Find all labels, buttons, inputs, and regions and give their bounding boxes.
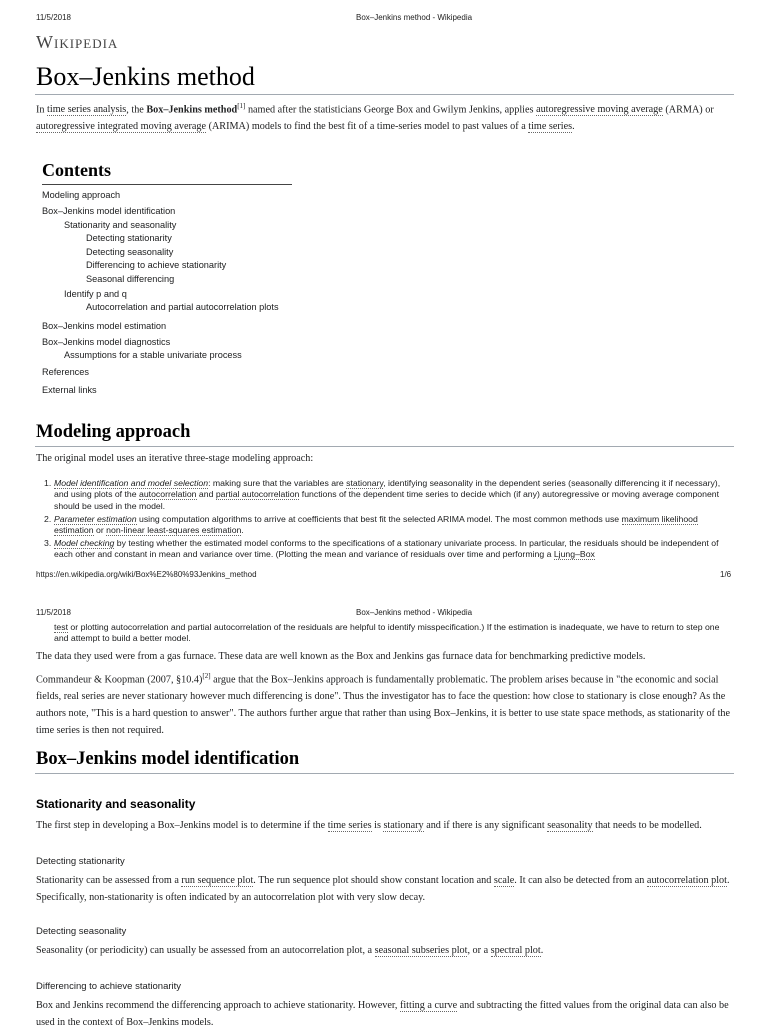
citation-1[interactable]: [1]: [237, 102, 246, 110]
link-spectral-plot[interactable]: spectral plot: [490, 945, 541, 956]
link-model-checking[interactable]: Model checking: [54, 538, 115, 548]
commandeur-paragraph: Commandeur & Koopman (2007, §10.4)[2] argue that the Box–Jenkins approach is fundamentally problematic. The problem arises because in "the economic and social fields, real series are never stationary however much differencing is done". Thus the investigator has to face the question: how close to stationary is close enough? As the authors note, "This is a hard question to answer". The authors further argue that rather than using Box–Jenkins, it is better to use state space methods, as stationarity of the time series is then not required.: [36, 672, 731, 737]
page-break: [0, 562, 768, 617]
link-autocorrelation-plot[interactable]: autocorrelation plot: [646, 875, 727, 886]
heading-model-identification: Box–Jenkins model identification: [36, 749, 300, 769]
gas-furnace-paragraph: The data they used were from a gas furnace. These data are well known as the Box and Jenkins gas furnace data for benchmarking predictive models.: [36, 651, 646, 662]
toc-item[interactable]: References: [42, 367, 89, 377]
toc-item[interactable]: Modeling approach: [42, 190, 121, 200]
toc-item[interactable]: Box–Jenkins model identification: [42, 206, 176, 216]
heading-rule: [35, 773, 734, 774]
link-fitting-a-curve[interactable]: fitting a curve: [399, 1000, 458, 1011]
list-item: 1. Model identification and model selection: making sure that the variables are stationary, identifying seasonality in the dependent series (seasonally differencing it if necessary), and using plots of the autocorrelation and partial autocorrelation functions of the dependent time series to decide which (if any) autoregressive or moving average component should be used in the model.: [44, 478, 721, 511]
toc-item[interactable]: Differencing to achieve stationarity: [86, 260, 227, 270]
page-title: Box–Jenkins method: [36, 62, 255, 91]
link-partial-autocorrelation[interactable]: partial autocorrelation: [215, 489, 300, 500]
link-parameter-estimation[interactable]: Parameter estimation: [54, 514, 137, 524]
bold-term: Box–Jenkins method: [146, 104, 238, 116]
heading-stationarity-seasonality: Stationarity and seasonality: [36, 797, 196, 811]
link-seasonal-subseries-plot[interactable]: seasonal subseries plot: [374, 945, 468, 956]
link-maximum-likelihood[interactable]: maximum likelihood estimation: [54, 514, 698, 536]
link-run-sequence-plot[interactable]: run sequence plot: [181, 875, 254, 886]
wikipedia-logo[interactable]: Wikipedia: [36, 32, 119, 52]
toc-title: Contents: [42, 160, 112, 180]
toc-item[interactable]: Box–Jenkins model estimation: [42, 321, 167, 331]
toc-item[interactable]: Autocorrelation and partial autocorrelation plots: [86, 302, 279, 312]
heading-modeling-approach: Modeling approach: [36, 422, 191, 442]
toc-item[interactable]: Stationarity and seasonality: [64, 220, 177, 230]
list-item: 2. Parameter estimation using computation algorithms to arrive at coefficients that best fit the selected ARIMA model. The most common methods use maximum likelihood estimation or non-linear least-squares estimation.: [44, 514, 698, 536]
toc-item[interactable]: Detecting stationarity: [86, 233, 172, 243]
toc-item[interactable]: Detecting seasonality: [86, 247, 174, 257]
intro-paragraph: In time series analysis, the Box–Jenkins method[1] named after the statisticians George Box and Gwilym Jenkins, applies autoregressive moving average (ARMA) or autoregressive integrated moving average (ARIMA) models to find the best fit of a time-series model to past values of a time series.: [36, 102, 714, 133]
link-scale[interactable]: scale: [493, 875, 515, 886]
page-number: 1/6: [720, 570, 732, 579]
link-time-series[interactable]: time series: [528, 121, 573, 133]
link-stationary[interactable]: stationary: [383, 820, 424, 831]
differencing-paragraph: Box and Jenkins recommend the differencing approach to achieve stationarity. However, fitting a curve and subtracting the fitted values from the original data can also be used in the context of Box–Jenkins models.: [36, 1000, 729, 1028]
link-autocorrelation[interactable]: autocorrelation: [139, 489, 197, 500]
link-time-series-analysis[interactable]: time series analysis: [47, 104, 127, 116]
modeling-intro: The original model uses an iterative three-stage modeling approach:: [36, 453, 314, 464]
link-arma[interactable]: autoregressive moving average: [536, 104, 663, 116]
link-model-identification[interactable]: Model identification and model selection: [54, 478, 209, 488]
heading-detecting-stationarity: Detecting stationarity: [36, 856, 125, 867]
print-date: 11/5/2018: [36, 608, 71, 617]
print-date: 11/5/2018: [36, 13, 71, 22]
toc-item[interactable]: Seasonal differencing: [86, 274, 175, 284]
list-item: 3. Model checking by testing whether the estimated model conforms to the specifications of a stationary univariate process. In particular, the residuals should be independent of each other and constant in mean and variance over time. (Plotting the mean and variance of residuals over time and performing a Ljung–Box: [44, 538, 719, 560]
link-time-series[interactable]: time series: [327, 820, 372, 831]
toc-item[interactable]: Identify p and q: [64, 289, 127, 299]
stationarity-paragraph: Stationarity can be assessed from a run sequence plot. The run sequence plot should show constant location and scale. It can also be detected from an autocorrelation plot. Specifically, non-stationarity is often indicated by an autocorrelation plot with very slow decay.: [36, 875, 730, 903]
seasonality-paragraph: Seasonality (or periodicity) can usually be assessed from an autocorrelation plot, a seasonal subseries plot, or a spectral plot.: [36, 945, 544, 956]
heading-detecting-seasonality: Detecting seasonality: [36, 926, 127, 937]
link-seasonality[interactable]: seasonality: [547, 820, 593, 831]
link-ljung-box[interactable]: Ljung–Box: [553, 549, 595, 560]
heading-rule: [35, 446, 734, 447]
citation-2[interactable]: [2]: [202, 672, 211, 680]
toc-item[interactable]: Assumptions for a stable univariate process: [64, 350, 242, 360]
link-nonlinear-least-squares[interactable]: non-linear least-squares estimation: [106, 525, 242, 536]
toc-item[interactable]: External links: [42, 385, 97, 395]
print-header-title: Box–Jenkins method - Wikipedia: [356, 13, 473, 22]
identification-paragraph: The first step in developing a Box–Jenkins model is to determine if the time series is stationary and if there is any significant seasonality that needs to be modelled.: [36, 820, 702, 831]
link-stationary[interactable]: stationary: [346, 478, 384, 488]
toc-rule: [42, 184, 292, 185]
title-rule: [35, 94, 734, 95]
table-of-contents: [36, 154, 294, 402]
link-ljung-box-test[interactable]: test: [54, 622, 69, 632]
footer-url: https://en.wikipedia.org/wiki/Box%E2%80%93Jenkins_method: [36, 570, 257, 579]
toc-item[interactable]: Box–Jenkins model diagnostics: [42, 337, 171, 347]
list-item-continued: test or plotting autocorrelation and partial autocorrelation of the residuals are helpful to identify misspecification.) If the estimation is inadequate, we have to return to step one and attempt to build a better model.: [54, 622, 720, 644]
link-arima[interactable]: autoregressive integrated moving average: [36, 121, 207, 133]
heading-differencing: Differencing to achieve stationarity: [36, 981, 182, 992]
print-header-title: Box–Jenkins method - Wikipedia: [356, 608, 473, 617]
